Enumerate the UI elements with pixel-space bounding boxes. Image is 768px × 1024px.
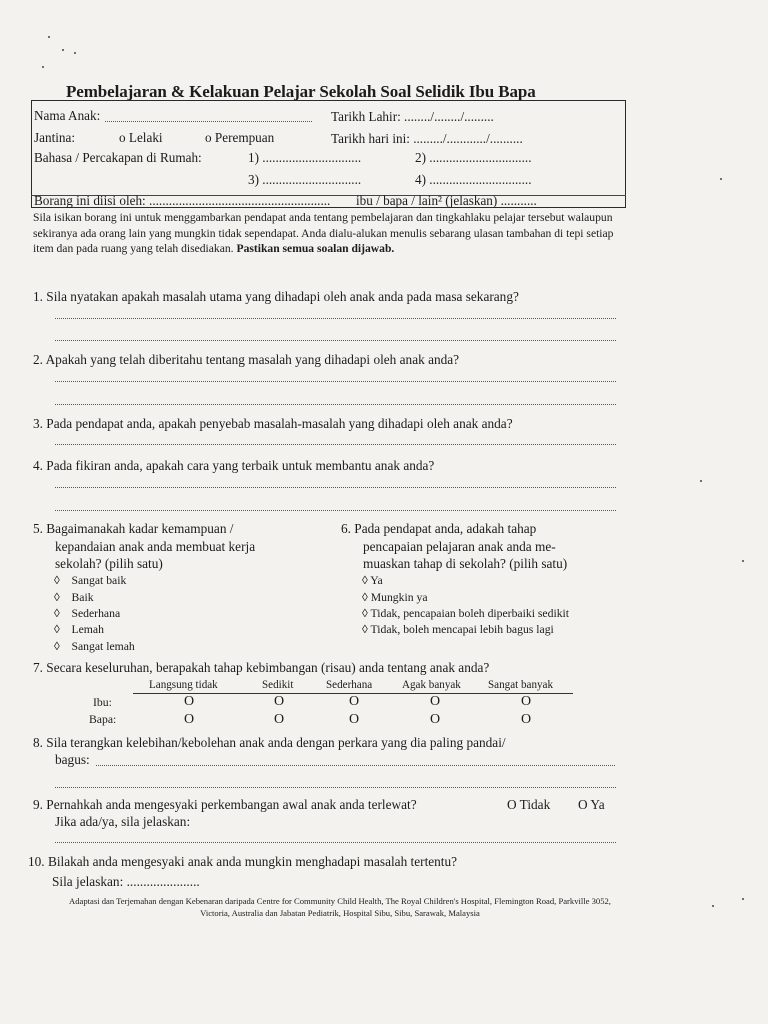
intro-paragraph: Sila isikan borang ini untuk menggambarkan pendapat anda tentang pembelajaran dan tingkahlaku pelajar tersebut walaupun sekiranya ada orang lain yang mungkin tidak sependapat. Anda dialu-alukan menulis sebarang ulasan tambahan di tepi setiap item dan pada ruang yang telah disediakan. [33,211,614,256]
radio-bapa-4[interactable]: O [521,712,532,727]
diamond-icon: ◊ [362,607,368,620]
bahasa-field-4[interactable]: 4) ............................... [415,172,532,187]
q6-option-2[interactable] [362,607,569,620]
diisi-oleh-field[interactable]: Borang ini diisi oleh: ....................................................... [34,193,331,208]
question-10-field[interactable]: Sila jelaskan: ...................... [52,874,200,889]
q6-option-label: Ya [370,574,383,587]
radio-bapa-0[interactable]: O [184,712,195,727]
q5-option-label: Sederhana [71,607,121,620]
bahasa-field-2[interactable]: 2) ............................... [415,150,532,165]
question-8-line-1: 8. Sila terangkan kelebihan/kebolehan anak anda dengan perkara yang dia paling pandai/ [33,735,506,750]
q6-option-3[interactable] [362,623,554,636]
q6-option-label: Mungkin ya [370,591,428,604]
q9-option-tidak[interactable]: O Tidak [507,797,551,812]
answer-line-4b[interactable] [55,510,616,511]
question-5-line-2: kepandaian anak anda membuat kerja [55,539,256,554]
diamond-icon: ◊ [54,640,60,653]
bahasa-label: Bahasa / Percakapan di Rumah: [34,150,202,165]
question-5-line-3: sekolah? (pilih satu) [55,556,163,571]
question-6-line-2: pencapaian pelajaran anak anda me- [363,539,556,554]
tarikh-lahir-field[interactable]: Tarikh Lahir: ......../......../......... [331,109,494,124]
question-3: 3. Pada pendapat anda, apakah penyebab masalah-masalah yang dihadapi oleh anak anda? [33,416,513,431]
q7-col-3: Agak banyak [402,679,461,691]
question-5-line-1: 5. Bagaimanakah kadar kemampuan / [33,521,234,536]
q7-col-2: Sederhana [326,679,373,691]
radio-bapa-3[interactable]: O [430,712,441,727]
perempuan-option[interactable]: o Perempuan [205,130,275,145]
diamond-icon: ◊ [362,591,368,604]
radio-bapa-1[interactable]: O [274,712,285,727]
answer-line-4a[interactable] [55,487,616,488]
q5-option-0[interactable] [54,574,126,587]
answer-line-1a[interactable] [55,318,616,319]
diamond-icon: ◊ [54,574,60,587]
radio-ibu-0[interactable]: O [184,694,195,709]
answer-line-8b[interactable] [55,787,616,788]
answer-line-1b[interactable] [55,340,616,341]
q5-option-label: Sangat baik [71,574,127,587]
q6-option-label: Tidak, pencapaian boleh diperbaiki sedikit [370,607,570,620]
q5-option-label: Baik [71,591,94,604]
q5-option-1[interactable] [54,591,94,604]
q7-row-bapa-label: Bapa: [89,713,117,726]
question-9-line-2: Jika ada/ya, sila jelaskan: [55,814,191,829]
diamond-icon: ◊ [54,607,60,620]
q6-option-0[interactable] [362,574,383,587]
q7-col-0: Langsung tidak [149,679,218,691]
nama-anak-field[interactable] [105,121,312,122]
answer-line-8a[interactable] [96,765,615,766]
q5-option-4[interactable] [54,640,135,653]
ibu-bapa-lain-field[interactable]: ibu / bapa / lain² (jelaskan) ........... [356,193,537,208]
diamond-icon: ◊ [362,574,368,587]
nama-anak-label: Nama Anak: [34,108,101,123]
jantina-label: Jantina: [34,130,76,145]
q7-col-1: Sedikit [262,679,294,691]
radio-bapa-2[interactable]: O [349,712,360,727]
footer-credit: Adaptasi dan Terjemahan dengan Kebenaran daripada Centre for Community Child Health, The Royal Children's Hospital, Flemington Road, Parkville 3052, Victoria, Australia dan Jabatan Pediatrik, Hospital Sibu, Sibu, Sarawak, Malaysia [69,896,611,918]
answer-line-2a[interactable] [55,381,616,382]
intro-text [33,210,623,257]
tarikh-hari-ini-field[interactable]: Tarikh hari ini: ........./............/.......... [331,131,523,146]
q7-col-4: Sangat banyak [488,679,554,691]
q5-option-3[interactable] [54,623,104,636]
radio-ibu-4[interactable]: O [521,694,532,709]
q6-option-label: Tidak, boleh mencapai lebih bagus lagi [370,623,554,636]
q5-option-label: Sangat lemah [71,640,135,653]
question-6-line-1: 6. Pada pendapat anda, adakah tahap [341,521,537,536]
bahasa-field-3[interactable]: 3) .............................. [248,172,362,187]
diamond-icon: ◊ [362,623,368,636]
q6-option-1[interactable] [362,591,428,604]
question-1: 1. Sila nyatakan apakah masalah utama yang dihadapi oleh anak anda pada masa sekarang? [33,289,519,304]
diamond-icon: ◊ [54,623,60,636]
radio-ibu-2[interactable]: O [349,694,360,709]
q9-option-ya[interactable]: O Ya [578,797,605,812]
intro-bold: Pastikan semua soalan dijawab. [236,242,395,256]
radio-ibu-1[interactable]: O [274,694,285,709]
question-7: 7. Secara keseluruhan, berapakah tahap kebimbangan (risau) anda tentang anak anda? [33,660,490,675]
question-9-line-1: 9. Pernahkah anda mengesyaki perkembangan awal anak anda terlewat? [33,797,417,812]
question-4: 4. Pada fikiran anda, apakah cara yang terbaik untuk membantu anak anda? [33,458,435,473]
question-10-line-1: 10. Bilakah anda mengesyaki anak anda mungkin menghadapi masalah tertentu? [28,854,458,869]
question-8-line-2: bagus: [55,752,90,767]
radio-ibu-3[interactable]: O [430,694,441,709]
answer-line-2b[interactable] [55,404,616,405]
bahasa-field-1[interactable]: 1) .............................. [248,150,362,165]
question-2: 2. Apakah yang telah diberitahu tentang masalah yang dihadapi oleh anak anda? [33,352,460,367]
answer-line-9[interactable] [55,842,616,843]
form-title: Pembelajaran & Kelakuan Pelajar Sekolah Soal Selidik Ibu Bapa [66,82,536,101]
q5-option-label: Lemah [71,623,104,636]
answer-line-3[interactable] [55,444,616,445]
diamond-icon: ◊ [54,591,60,604]
lelaki-option[interactable]: o Lelaki [119,130,163,145]
question-6-line-3: muaskan tahap di sekolah? (pilih satu) [363,556,568,571]
q7-row-ibu-label: Ibu: [93,696,112,709]
q5-option-2[interactable] [54,607,120,620]
